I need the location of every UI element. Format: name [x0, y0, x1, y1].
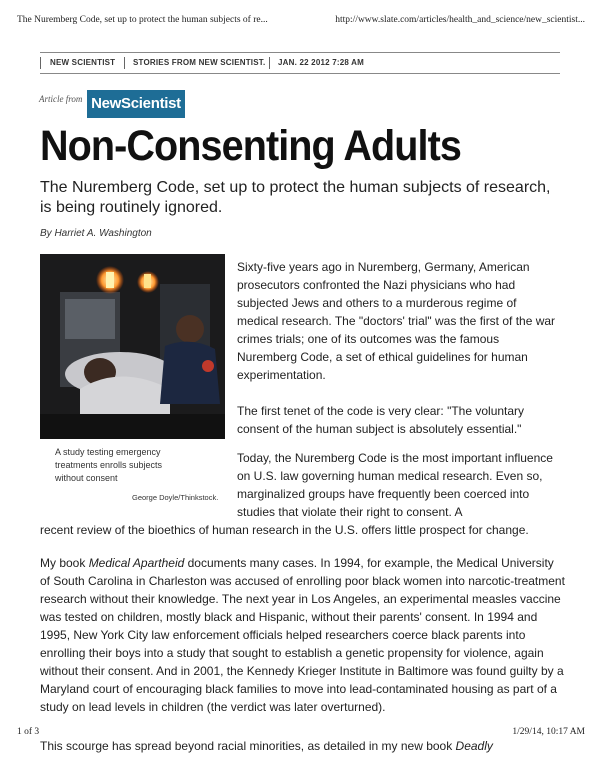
- paragraph-text: [40, 737, 565, 755]
- paragraph-1: [237, 258, 557, 384]
- paragraph-3: [237, 449, 557, 521]
- paragraph-4: [40, 554, 565, 716]
- article-photo: [40, 254, 225, 439]
- series-link[interactable]: STORIES FROM NEW SCIENTIST.: [133, 58, 266, 67]
- book-title-deadly: Deadly: [455, 739, 493, 753]
- article-title: Non-Consenting Adults: [40, 122, 461, 170]
- paragraph-text: The first tenet of the code is very clear: "The voluntary consent of the human subject is absolutely essential.": [237, 404, 525, 436]
- photo-caption: A study testing emergency treatments enrolls subjects without consent: [55, 447, 163, 483]
- publish-date: JAN. 22 2012 7:28 AM: [278, 58, 364, 67]
- topbar-divider: [269, 57, 270, 69]
- article-from-label: Article from: [39, 94, 83, 104]
- topbar-divider: [124, 57, 125, 69]
- paragraph-rest: documents many cases. In 1994, for example, the Medical University of South Carolina in Charleston was accused of enrolling poor black women into narcotic-treatment research without their knowledge. The next year in Los Angeles, an experimental measles vaccine was tested on children, mostly black and Hispanic, without their parents' consent. In 1994 and 1995, New York City law enforcement officials helped researchers coerce black parents into enrolling their boys into a study that sought to establish a genetic propensity for violence, again without their consent. And in 2001, the Kennedy Krieger Institute in Baltimore was found guilty by a Maryland court of encouraging black families to move into lead-contaminated housing as part of a study on lead levels in children (the verdict was later overturned).: [40, 556, 565, 714]
- topbar-divider: [40, 57, 41, 69]
- paragraph-text: [40, 554, 565, 716]
- article-subtitle: The Nuremberg Code, set up to protect the human subjects of research, is being routinely ignored.: [40, 179, 551, 216]
- paragraph-3-continued: [40, 521, 565, 539]
- article-byline: By Harriet A. Washington: [40, 228, 152, 239]
- book-title-medical-apartheid: Medical Apartheid: [88, 556, 185, 570]
- section-link[interactable]: NEW SCIENTIST: [50, 58, 116, 67]
- paragraph-5: [40, 737, 565, 755]
- article-topbar: [40, 52, 560, 74]
- paragraph-text: recent review of the bioethics of human research in the U.S. offers little prospect for change.: [40, 523, 529, 537]
- page-count: 1 of 3: [17, 727, 40, 737]
- paragraph-text: Sixty-five years ago in Nuremberg, Germany, American prosecutors confronted the Nazi physicians who had subjected Jews and others to a murderous regime of medical research. The "doctors' trial" was the first of the war crimes trials; one of its outcomes was the famous Nuremberg Code, a set of ethical guidelines for human experimentation.: [237, 260, 556, 382]
- paragraph-text: Today, the Nuremberg Code is the most important influence on U.S. law governing human medical research. Even so, marginalized groups have frequently been coerced into studies that violate their right to consent. A: [237, 451, 553, 519]
- new-scientist-logo[interactable]: NewScientist: [87, 90, 185, 118]
- paragraph-2: [237, 402, 557, 438]
- photo-credit: George Doyle/Thinkstock.: [132, 493, 219, 502]
- print-timestamp: 1/29/14, 10:17 AM: [512, 727, 585, 737]
- print-page-title: The Nuremberg Code, set up to protect the human subjects of re...: [17, 15, 268, 25]
- paragraph-lead: This scourge has spread beyond racial minorities, as detailed in my new book: [40, 739, 456, 753]
- print-url[interactable]: http://www.slate.com/articles/health_and_science/new_scientist...: [335, 15, 585, 25]
- paragraph-lead: My book: [40, 556, 89, 570]
